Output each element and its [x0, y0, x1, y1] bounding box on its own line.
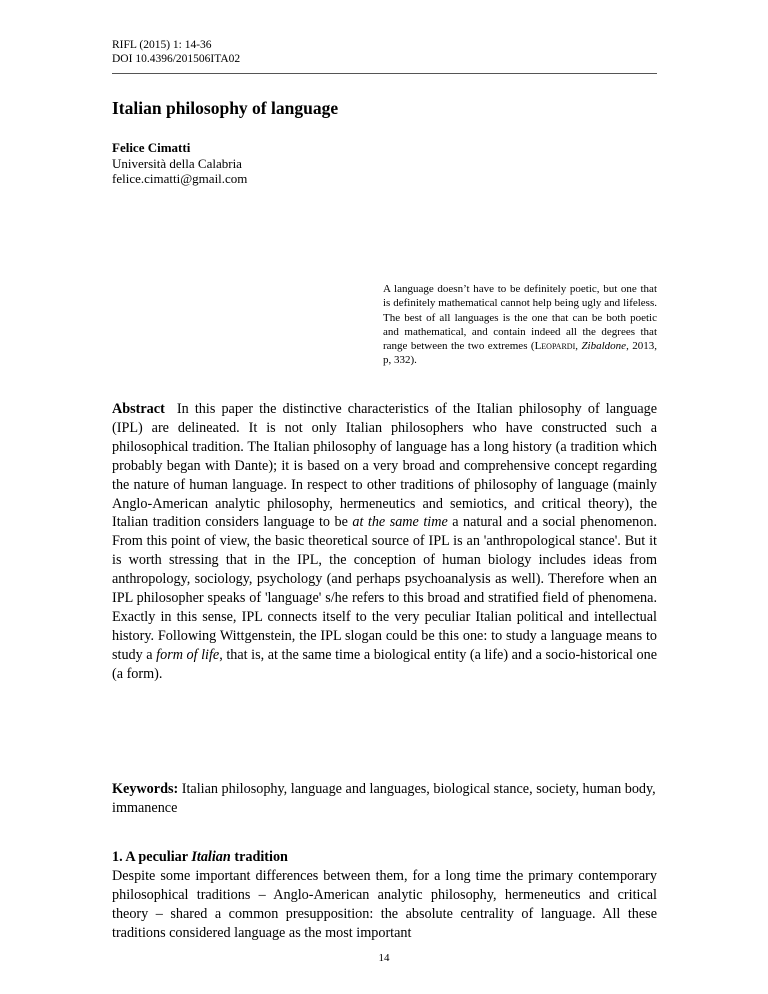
author-name: Felice Cimatti: [112, 140, 191, 155]
abstract-text-3: , that is, at the same time a biological entity (a life) and a socio-historical one (a form).: [112, 646, 658, 682]
abstract: [112, 400, 657, 684]
epigraph: [383, 282, 657, 368]
section-heading: [112, 848, 288, 867]
epigraph-cite-tail: , 2013, p, 332).: [383, 340, 658, 367]
abstract-emphasis-2: form of life: [156, 646, 220, 663]
epigraph-text: A language doesn’t have to be definitely poetic, but one that is definitely mathematical cannot help being ugly and lifeless. The best of all languages is the one that can be both poetic and mathematical, and contain indeed all the degrees that range between the two extremes (: [383, 283, 657, 353]
keywords-label: Keywords:: [112, 781, 179, 797]
doi: DOI 10.4396/201506ITA02: [112, 53, 241, 65]
section-heading-pre: 1. A peculiar: [112, 849, 192, 865]
epigraph-cite-separator: ,: [575, 340, 582, 353]
abstract-text-1: In this paper the distinctive characteristics of the Italian philosophy of language (IPL) are delineated. It is not only Italian philosophers who have constructed such a philosophical tradition. The Italian philosophy of language has a long history (a tradition which probably began with Dante); it is based on a very broad and comprehensive concept regarding the nature of human language. In respect to other traditions of philosophy of language (mainly Anglo-American analytic philosophy, hermeneutics and semiotics, and critical theory), the Italian tradition considers language to be: [112, 401, 658, 531]
journal-header: [112, 38, 240, 66]
section-heading-italic: Italian: [191, 849, 231, 865]
abstract-text-2: a natural and a social phenomenon. From this point of view, the basic theoretical source of IPL is an 'anthropological stance'. But it is worth stressing that in the IPL, the conception of human biology includes ideas from anthropology, sociology, psychology (and perhaps psychoanalysis as well). Therefore when an IPL philosopher speaks of 'language' s/he refers to this broad and stratified field of phenomena. Exactly in this sense, IPL connects itself to the very peculiar Italian political and intellectual history. Following Wittgenstein, the IPL slogan could be this one: to study a language means to study a: [112, 514, 657, 663]
keywords-text: Italian philosophy, language and languages, biological stance, society, human body, immanence: [112, 781, 656, 816]
journal-reference: RIFL (2015) 1: 14-36: [112, 39, 212, 51]
section-body-text: Despite some important differences between them, for a long time the primary contemporary philosophical traditions – Anglo-American analytic philosophy, hermeneutics and critical theory – shared a common presupposition: the absolute centrality of language. All these traditions considered language as the most important: [112, 868, 657, 941]
author-block: [112, 140, 247, 187]
paper-title: Italian philosophy of language: [112, 98, 339, 118]
abstract-emphasis-1: at the same time: [352, 514, 448, 531]
epigraph-cite-author: Leopardi: [534, 340, 576, 353]
abstract-label: Abstract: [112, 401, 165, 417]
keywords: [112, 780, 657, 818]
author-email: felice.cimatti@gmail.com: [112, 171, 248, 186]
author-affiliation: Università della Calabria: [112, 155, 242, 171]
page-number: 14: [378, 952, 390, 964]
section-heading-post: tradition: [230, 849, 288, 865]
header-divider: [112, 73, 657, 74]
epigraph-cite-work: Zibaldone: [581, 340, 627, 353]
